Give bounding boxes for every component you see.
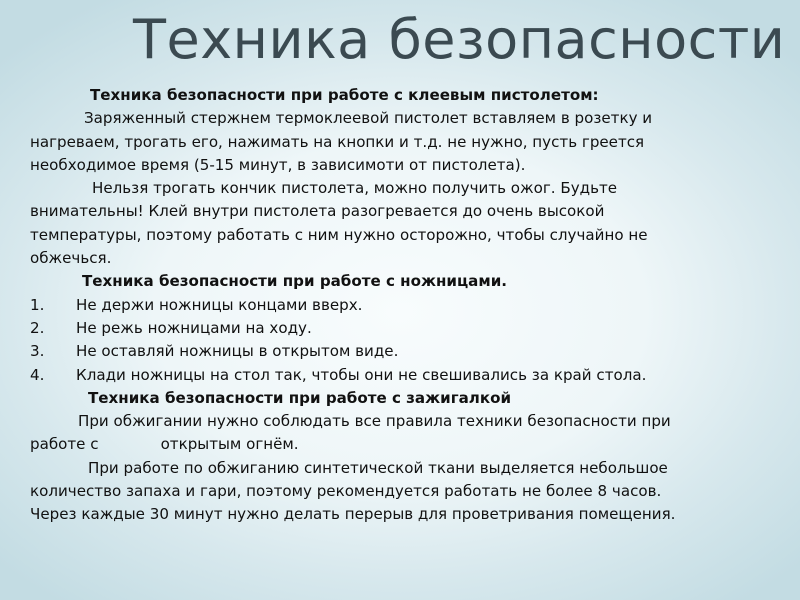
glue-paragraph-1-line-1: Заряженный стержнем термоклеевой пистолет вставляем в розетку и [84, 109, 653, 128]
glue-paragraph-2-line-1: Нельзя трогать кончик пистолета, можно получить ожог. Будьте [92, 179, 618, 198]
glue-paragraph-1-line-2: нагреваем, трогать его, нажимать на кнопки и т.д. не нужно, пусть греется [30, 132, 645, 151]
scissors-heading: Техника безопасности при работе с ножницами. [82, 272, 508, 291]
list-item-text: Клади ножницы на стол так, чтобы они не свешивались за край стола. [76, 365, 647, 384]
list-item [30, 364, 770, 387]
lighter-line-part-b: открытым огнём. [160, 435, 299, 454]
lighter-paragraph-2-line-2: количество запаха и гари, поэтому рекомендуется работать не более 8 часов. [30, 482, 662, 501]
list-item-number: 2. [30, 318, 45, 337]
list-item-text: Не держи ножницы концами вверх. [76, 295, 363, 314]
glue-heading: Техника безопасности при работе с клеевым пистолетом: [90, 86, 599, 104]
lighter-line-part-a: работе с [30, 435, 99, 454]
glue-paragraph-2-line-3: температуры, поэтому работать с ним нужно осторожно, чтобы случайно не [30, 225, 648, 244]
list-item-number: 4. [30, 365, 45, 384]
lighter-paragraph-1-line-1: При обжигании нужно соблюдать все правила техники безопасности при [78, 412, 671, 431]
list-item-number: 1. [30, 295, 45, 314]
slide-title: Техника безопасности [133, 8, 786, 71]
list-item-text: Не режь ножницами на ходу. [76, 318, 312, 337]
list-item [30, 317, 770, 340]
lighter-heading: Техника безопасности при работе с зажигалкой [88, 388, 512, 407]
glue-paragraph-2-line-4: обжечься. [30, 249, 112, 268]
slide-body [30, 84, 770, 527]
list-item [30, 340, 770, 363]
list-item-number: 3. [30, 342, 45, 361]
glue-paragraph-2-line-2: внимательны! Клей внутри пистолета разогревается до очень высокой [30, 202, 605, 221]
lighter-paragraph-2-line-1: При работе по обжиганию синтетической ткани выделяется небольшое [88, 458, 668, 477]
list-item-text: Не оставляй ножницы в открытом виде. [76, 342, 399, 361]
list-item [30, 294, 770, 317]
glue-paragraph-1-line-3: необходимое время (5-15 минут, в зависимоти от пистолета). [30, 155, 526, 174]
lighter-paragraph-1-line-2 [30, 433, 770, 456]
lighter-paragraph-2-line-3: Через каждые 30 минут нужно делать перерыв для проветривания помещения. [30, 505, 676, 524]
